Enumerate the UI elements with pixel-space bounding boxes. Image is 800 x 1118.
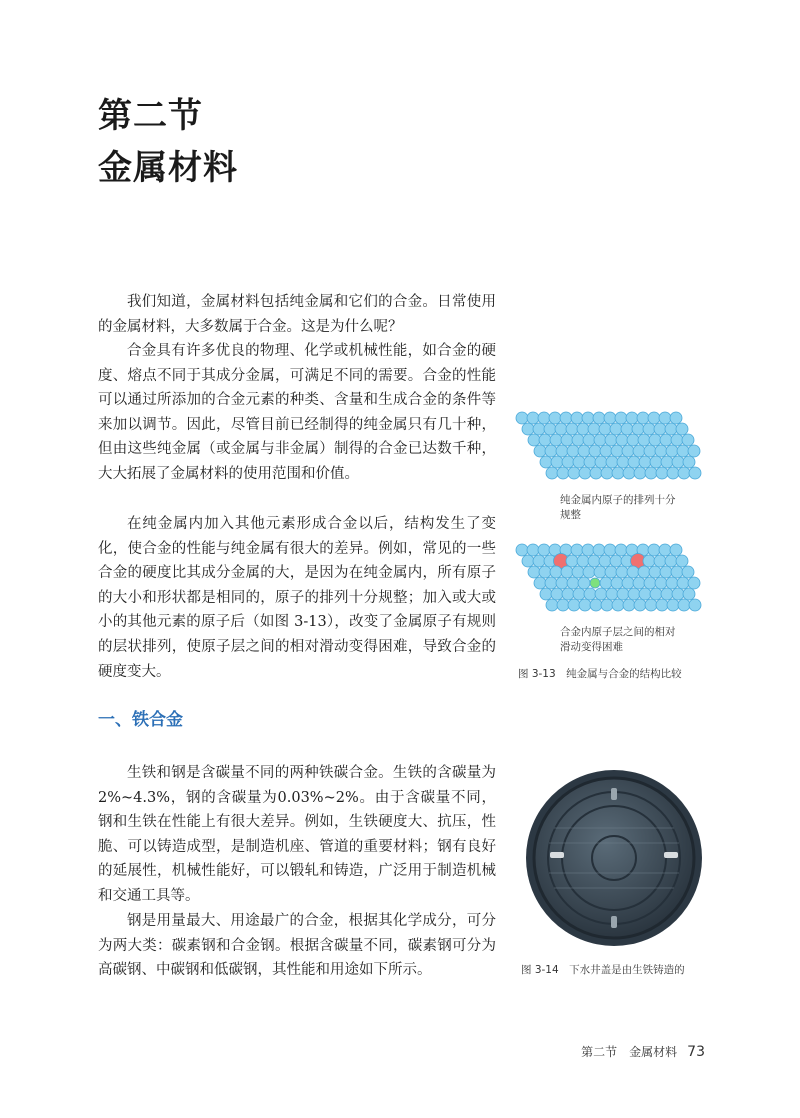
metal-atom xyxy=(582,412,594,424)
metal-atom xyxy=(638,566,650,578)
metal-atom xyxy=(539,434,551,446)
metal-atom xyxy=(599,555,611,567)
metal-atom xyxy=(579,599,591,611)
metal-atom xyxy=(665,555,677,567)
metal-atom xyxy=(650,456,662,468)
metal-atom xyxy=(672,588,684,600)
metal-atom xyxy=(601,599,613,611)
paragraph-iron-steel: 生铁和钢是含碳量不同的两种铁碳合金。生铁的含碳量为2%~4.3%，钢的含碳量为0.03%~2%。由于含碳量不同，钢和生铁在性能上有很大差异。例如，生铁硬度大、抗压，性脆、可以铸造成型，是制造机座、管道的重要材料；钢有良好的延展性，机械性能好，可以锻轧和铸造，广泛用于制造机械和交通工具等。 xyxy=(98,765,496,904)
metal-atom xyxy=(689,467,701,479)
metal-atom xyxy=(599,423,611,435)
metal-atom xyxy=(595,456,607,468)
metal-atom xyxy=(568,599,580,611)
metal-atom xyxy=(590,599,602,611)
metal-atom xyxy=(600,445,612,457)
metal-atom xyxy=(573,588,585,600)
metal-atom xyxy=(615,412,627,424)
metal-atom xyxy=(676,423,688,435)
metal-atom xyxy=(577,555,589,567)
metal-atom xyxy=(562,456,574,468)
metal-atom xyxy=(539,566,551,578)
metal-atom xyxy=(612,599,624,611)
metal-atom xyxy=(671,434,683,446)
metal-atom xyxy=(626,412,638,424)
metal-atom xyxy=(654,423,666,435)
metal-atom xyxy=(654,555,666,567)
metal-atom xyxy=(633,577,645,589)
metal-atom xyxy=(527,412,539,424)
metal-atom xyxy=(650,588,662,600)
section-number-title: 第二节 xyxy=(98,96,203,136)
metal-atom xyxy=(551,456,563,468)
subsection-heading: 一、铁合金 xyxy=(98,710,183,730)
metal-atom xyxy=(656,467,668,479)
metal-atom xyxy=(556,445,568,457)
metal-atom xyxy=(677,577,689,589)
metal-atom xyxy=(637,412,649,424)
metal-atom xyxy=(593,544,605,556)
metal-atom xyxy=(566,555,578,567)
metal-atom xyxy=(545,577,557,589)
metal-atom xyxy=(571,544,583,556)
metal-atom xyxy=(683,456,695,468)
metal-atom xyxy=(632,423,644,435)
metal-atom xyxy=(689,599,701,611)
metal-atom xyxy=(555,423,567,435)
metal-atom xyxy=(655,445,667,457)
metal-atom xyxy=(688,577,700,589)
figure-3-14-title: 图 3-14 下水井盖是由生铁铸造的 xyxy=(521,964,685,976)
metal-atom xyxy=(612,467,624,479)
metal-atom xyxy=(661,456,673,468)
metal-atom xyxy=(621,423,633,435)
metal-atom xyxy=(594,434,606,446)
metal-atom xyxy=(583,434,595,446)
metal-atom xyxy=(660,434,672,446)
metal-atom xyxy=(648,412,660,424)
metal-atom xyxy=(634,599,646,611)
metal-atom xyxy=(615,544,627,556)
metal-atom xyxy=(639,588,651,600)
metal-atom xyxy=(688,445,700,457)
metal-atom xyxy=(656,599,668,611)
metal-atom xyxy=(522,555,534,567)
metal-atom xyxy=(538,544,550,556)
pure-metal-caption: 纯金属内原子的排列十分规整 xyxy=(560,494,676,521)
metal-atom xyxy=(573,456,585,468)
metal-atom xyxy=(659,412,671,424)
metal-atom xyxy=(595,588,607,600)
metal-atom xyxy=(606,456,618,468)
metal-atom xyxy=(638,434,650,446)
metal-atom xyxy=(627,434,639,446)
metal-atom xyxy=(593,412,605,424)
metal-atom xyxy=(678,599,690,611)
metal-atom xyxy=(660,566,672,578)
metal-atom xyxy=(655,577,667,589)
metal-atom xyxy=(568,467,580,479)
metal-atom xyxy=(528,434,540,446)
metal-atom xyxy=(661,588,673,600)
metal-atom xyxy=(550,434,562,446)
metal-atom xyxy=(527,544,539,556)
metal-atom xyxy=(645,599,657,611)
metal-atom xyxy=(670,412,682,424)
metal-atom xyxy=(639,456,651,468)
metal-atom xyxy=(623,467,635,479)
metal-atom xyxy=(649,434,661,446)
metal-atom xyxy=(557,599,569,611)
metal-atom xyxy=(571,412,583,424)
metal-atom xyxy=(557,467,569,479)
metal-atom xyxy=(533,423,545,435)
metal-atom xyxy=(667,467,679,479)
metal-atom xyxy=(682,434,694,446)
metal-atom xyxy=(566,423,578,435)
metal-atom xyxy=(579,467,591,479)
metal-atom xyxy=(594,566,606,578)
metal-atom xyxy=(588,423,600,435)
metal-atom xyxy=(605,434,617,446)
metal-atom xyxy=(544,423,556,435)
metal-atom xyxy=(567,445,579,457)
metal-atom xyxy=(572,566,584,578)
metal-atom xyxy=(516,544,528,556)
metal-atom xyxy=(666,445,678,457)
metal-atom xyxy=(546,467,558,479)
metal-atom xyxy=(617,456,629,468)
metal-atom xyxy=(584,456,596,468)
metal-atom xyxy=(616,566,628,578)
metal-atom xyxy=(667,599,679,611)
page-number: 73 xyxy=(687,1044,705,1060)
metal-atom xyxy=(590,467,602,479)
metal-atom xyxy=(648,544,660,556)
metal-atom xyxy=(678,467,690,479)
metal-atom xyxy=(601,467,613,479)
metal-atom xyxy=(604,544,616,556)
metal-atom xyxy=(623,599,635,611)
metal-atom xyxy=(533,555,545,567)
metal-atom xyxy=(610,555,622,567)
metal-atom xyxy=(583,566,595,578)
pure-metal-atoms-diagram xyxy=(512,408,702,488)
metal-atom xyxy=(516,412,528,424)
metal-atom xyxy=(572,434,584,446)
metal-atom xyxy=(666,577,678,589)
metal-atom xyxy=(534,577,546,589)
metal-atom xyxy=(522,423,534,435)
metal-atom xyxy=(549,412,561,424)
metal-atom xyxy=(628,456,640,468)
metal-atom xyxy=(677,445,689,457)
alloy-atoms-diagram xyxy=(512,540,702,620)
metal-atom xyxy=(534,445,546,457)
metal-atom xyxy=(622,445,634,457)
metal-atom xyxy=(622,577,634,589)
metal-atom xyxy=(546,599,558,611)
alloy-atom xyxy=(590,578,600,588)
metal-atom xyxy=(643,423,655,435)
metal-atom xyxy=(540,456,552,468)
metal-atom xyxy=(628,588,640,600)
metal-atom xyxy=(606,588,618,600)
paragraph-alloy-structure: 在纯金属内加入其他元素形成合金以后，结构发生了变化，使合金的性能与纯金属有很大的差异。例如，常见的一些合金的硬度比其成分金属的大，是因为在纯金属内，所有原子的大小和形状都是相同的，原子的排列十分规整；加入或大或小的其他元素的原子后（如图 3-13），改变了金属原子有规则的层状排列，使原子层之间的相对滑动变得困难，导致合金的硬度变大。 xyxy=(98,516,496,680)
metal-atom xyxy=(682,566,694,578)
metal-atom xyxy=(561,566,573,578)
metal-atom xyxy=(665,423,677,435)
running-title: 第二节 金属材料 xyxy=(581,1045,678,1059)
metal-atom xyxy=(567,577,579,589)
paragraph-alloy-properties: 合金具有许多优良的物理、化学或机械性能，如合金的硬度、熔点不同于其成分金属，可满足不同的需要。合金的性能可以通过所添加的合金元素的种类、含量和生成合金的条件等来加以调节。因此，尽管目前已经制得的纯金属只有几十种，但由这些纯金属（或金属与非金属）制得的合金已达数千种，大大拓展了金属材料的使用范围和价值。 xyxy=(98,343,496,482)
metal-atom xyxy=(584,588,596,600)
metal-atom xyxy=(610,423,622,435)
metal-atom xyxy=(551,588,563,600)
metal-atom xyxy=(588,555,600,567)
metal-atom xyxy=(676,555,688,567)
metal-atom xyxy=(540,588,552,600)
metal-atom xyxy=(578,577,590,589)
metal-atom xyxy=(611,445,623,457)
metal-atom xyxy=(633,445,645,457)
metal-atom xyxy=(643,555,655,567)
metal-atom xyxy=(605,566,617,578)
figure-3-13-title: 图 3-13 纯金属与合金的结构比较 xyxy=(518,668,682,680)
metal-atom xyxy=(550,566,562,578)
page-footer xyxy=(581,1043,705,1060)
metal-atom xyxy=(645,467,657,479)
metal-atom xyxy=(560,412,572,424)
metal-atom xyxy=(649,566,661,578)
metal-atom xyxy=(604,412,616,424)
metal-atom xyxy=(582,544,594,556)
metal-atom xyxy=(616,434,628,446)
metal-atom xyxy=(644,445,656,457)
metal-atom xyxy=(627,566,639,578)
metal-atom xyxy=(561,434,573,446)
metal-atom xyxy=(611,577,623,589)
manhole-cover-image xyxy=(524,768,704,948)
paragraph-steel-types: 钢是用量最大、用途最广的合金，根据其化学成分，可分为两大类：碳素钢和合金钢。根据含碳量不同，碳素钢可分为高碳钢、中碳钢和低碳钢，其性能和用途如下所示。 xyxy=(98,913,496,979)
metal-atom xyxy=(589,445,601,457)
alloy-caption: 合金内原子层之间的相对滑动变得困难 xyxy=(560,626,676,653)
metal-atom xyxy=(644,577,656,589)
metal-atom xyxy=(670,544,682,556)
metal-atom xyxy=(659,544,671,556)
metal-atom xyxy=(562,588,574,600)
metal-atom xyxy=(545,445,557,457)
metal-atom xyxy=(634,467,646,479)
metal-atom xyxy=(600,577,612,589)
metal-atom xyxy=(577,423,589,435)
section-title: 金属材料 xyxy=(98,148,238,188)
metal-atom xyxy=(538,412,550,424)
metal-atom xyxy=(617,588,629,600)
metal-atom xyxy=(578,445,590,457)
metal-atom xyxy=(528,566,540,578)
metal-atom xyxy=(671,566,683,578)
paragraph-intro: 我们知道，金属材料包括纯金属和它们的合金。日常使用的金属材料，大多数属于合金。这是为什么呢？ xyxy=(98,294,496,335)
metal-atom xyxy=(556,577,568,589)
metal-atom xyxy=(683,588,695,600)
metal-atom xyxy=(672,456,684,468)
